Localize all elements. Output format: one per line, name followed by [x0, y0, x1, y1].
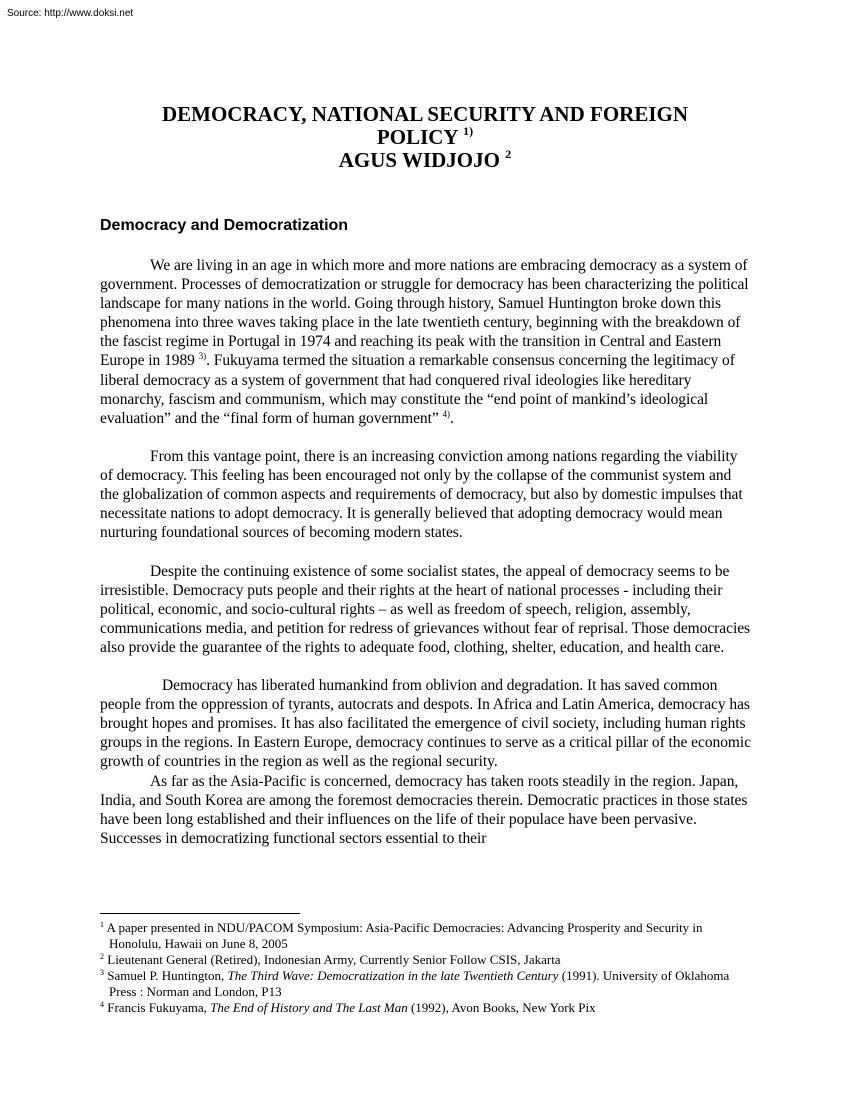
- paragraph-1-text-b: . Fukuyama termed the situation a remarkable consensus concerning the legitimacy of liberal democracy as a system of government that had conquered rival ideologies like hereditary monarchy, fascism and communism, which may constitute the “end point of mankind’s ideological evaluation” and the “final form of human government”: [100, 352, 735, 427]
- author-line: [100, 149, 750, 172]
- footnote-book-title: The End of History and The Last Man: [210, 1000, 408, 1015]
- footnote-divider: [100, 913, 300, 914]
- source-url-label: Source: http://www.doksi.net: [7, 8, 134, 19]
- footnote-book-title: The Third Wave: Democratization in the late Twentieth Century: [227, 968, 559, 983]
- paragraph-5: As far as the Asia-Pacific is concerned, democracy has taken roots steadily in the region. Japan, India, and South Korea are among the foremost democracies therein. Democratic practices in those states have been long established and their influences on the life of their populace have been pervasive. Successes in democratizing functional sectors essential to their: [100, 772, 748, 847]
- footnote-2: [100, 952, 755, 968]
- paragraph-4: Democracy has liberated humankind from oblivion and degradation. It has saved common people from the oppression of tyrants, autocrats and despots. In Africa and Latin America, democracy has brought hopes and promises. It has also facilitated the emergence of civil society, including human rights groups in the regions. In Eastern Europe, democracy continues to serve as a critical pillar of the economic growth of countries in the region as well as the regional security.: [100, 677, 752, 771]
- document-title: [100, 103, 750, 172]
- paragraph-3: Despite the continuing existence of some socialist states, the appeal of democracy seems to be irresistible. Democracy puts people and their rights at the heart of national processes - including their political, economic, and socio-cultural rights – as well as freedom of speech, religion, assembly, communications media, and petition for redress of grievances without fear of reprisal. Those democracies also provide the guarantee of the rights to adequate food, clothing, shelter, education, and health care.: [100, 562, 751, 656]
- footnote-text: A paper presented in NDU/PACOM Symposium: Asia-Pacific Democracies: Advancing Prosperity and Security in Honolulu, Hawaii on June 8, 2005: [106, 920, 703, 951]
- footnote-text-pre: Francis Fukuyama,: [107, 1000, 211, 1015]
- paragraph-1-text-a: We are living in an age in which more and more nations are embracing democracy as a system of government. Processes of democratization or struggle for democracy has been characterizing the political landscape for many nations in the world. Going through history, Samuel Huntington broke down this phenomena into three waves taking place in the late twentieth century, beginning with the breakdown of the fascist regime in Portugal in 1974 and reaching its peak with the transition in Central and Eastern Europe in 1989: [100, 257, 749, 370]
- footnote-text-post: (1991). University of Oklahoma Press : Norman and London, P13: [109, 968, 730, 999]
- footnote-1: [100, 920, 755, 952]
- footnote-text-post: (1992), Avon Books, New York Pix: [407, 1000, 596, 1015]
- section-heading: Democracy and Democratization: [100, 217, 349, 234]
- title-line-1: DEMOCRACY, NATIONAL SECURITY AND FOREIGN: [161, 102, 689, 126]
- title-footnote-ref: 1): [463, 124, 474, 138]
- body-text: [100, 256, 752, 848]
- footnote-number: 2: [100, 952, 104, 961]
- footnote-number: 3: [100, 968, 104, 977]
- author-footnote-ref: 2: [505, 147, 512, 161]
- footnote-text-pre: Samuel P. Huntington,: [107, 968, 228, 983]
- footnote-text: Lieutenant General (Retired), Indonesian Army, Currently Senior Follow CSIS, Jakarta: [107, 952, 561, 967]
- footnote-3: [100, 968, 755, 1000]
- footnote-number: 1: [100, 920, 104, 929]
- paragraph-1-text-c: .: [449, 409, 454, 427]
- footnote-ref-3: 3): [198, 351, 207, 362]
- footnote-4: [100, 1000, 755, 1016]
- footnote-ref-4: 4): [442, 408, 450, 419]
- author-name: AGUS WIDJOJO: [338, 148, 500, 172]
- paragraph-2: From this vantage point, there is an increasing conviction among nations regarding the viability of democracy. This feeling has been encouraged not only by the collapse of the communist system and the globalization of common aspects and requirements of democracy, but also by domestic impulses that necessitate nations to adopt democracy. It is generally believed that adopting democracy would mean nurturing foundational sources of becoming modern states.: [100, 447, 743, 542]
- footnotes: [100, 920, 755, 1016]
- paragraph-1: [100, 256, 752, 428]
- title-line-2: [100, 126, 750, 149]
- footnote-number: 4: [100, 1000, 104, 1009]
- title-line-2-text: POLICY: [376, 125, 458, 149]
